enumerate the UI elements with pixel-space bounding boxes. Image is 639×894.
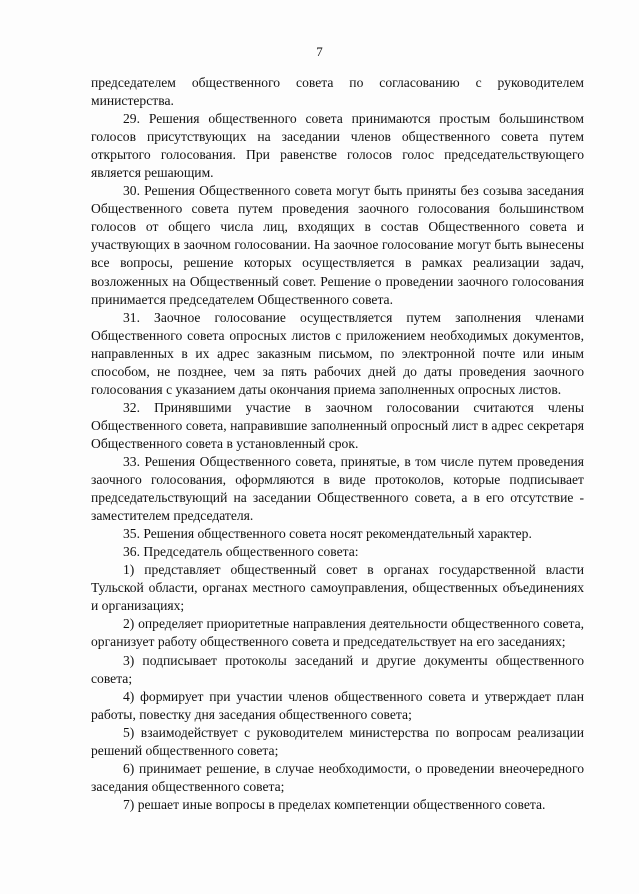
paragraph-29: 29. Решения общественного совета принимаются простым большинством голосов присутствующих на заседании членов общественного совета путем открытого голосования. При равенстве голосов голос председательствующего является решающим. xyxy=(91,111,584,181)
list-item-5: 5) взаимодействует с руководителем министерства по вопросам реализации решений общественного совета; xyxy=(91,724,584,758)
paragraph-35: 35. Решения общественного совета носят рекомендательный характер. xyxy=(123,526,532,542)
page-number: 7 xyxy=(316,44,323,59)
list-item-4: 4) формирует при участии членов общественного совета и утверждает план работы, повестку дня заседания общественного совета; xyxy=(91,688,584,722)
paragraph-30: 30. Решения Общественного совета могут быть приняты без созыва заседания Общественного совета путем проведения заочного голосования большинством голосов от общего числа лиц, входящих в состав Общественного совета и участвующих в заочном голосовании. На заочное голосование могут быть вынесены все вопросы, решение которых осуществляется в рамках реализации задач, возложенных на Общественный совет. Решение о проведении заочного голосования принимается председателем Общественного совета. xyxy=(91,183,584,307)
list-item-6: 6) принимает решение, в случае необходимости, о проведении внеочередного заседания общественного совета; xyxy=(91,760,584,794)
list-item-7: 7) решает иные вопросы в пределах компетенции общественного совета. xyxy=(123,796,546,812)
list-item-1: 1) представляет общественный совет в органах государственной власти Тульской области, органах местного самоуправления, общественных объединениях и организациях; xyxy=(91,562,584,614)
list-item-2: 2) определяет приоритетные направления деятельности общественного совета, организует работу общественного совета и председательствует на его заседаниях; xyxy=(91,616,584,650)
document-body xyxy=(91,74,584,814)
paragraph-33: 33. Решения Общественного совета, принятые, в том числе путем проведения заочного голосования, оформляются в виде протоколов, которые подписывает председательствующий на заседании Общественного совета, а в его отсутствие - заместителем председателя. xyxy=(91,453,584,524)
paragraph-31: 31. Заочное голосование осуществляется путем заполнения членами Общественного совета опросных листов с приложением необходимых документов, направленных в их адрес заказным письмом, по электронной почте или иным способом, не позднее, чем за пять рабочих дней до даты проведения заочного голосования с указанием даты окончания приема заполненных опросных листов. xyxy=(91,309,584,397)
paragraph-continuation: председателем общественного совета по согласованию с руководителем министерства. xyxy=(91,75,584,109)
list-item-3: 3) подписывает протоколы заседаний и другие документы общественного совета; xyxy=(91,652,584,686)
paragraph-36: 36. Председатель общественного совета: xyxy=(123,544,359,560)
paragraph-32: 32. Принявшими участие в заочном голосовании считаются члены Общественного совета, направившие заполненный опросный лист в адрес секретаря Общественного совета в установленный срок. xyxy=(91,399,584,451)
